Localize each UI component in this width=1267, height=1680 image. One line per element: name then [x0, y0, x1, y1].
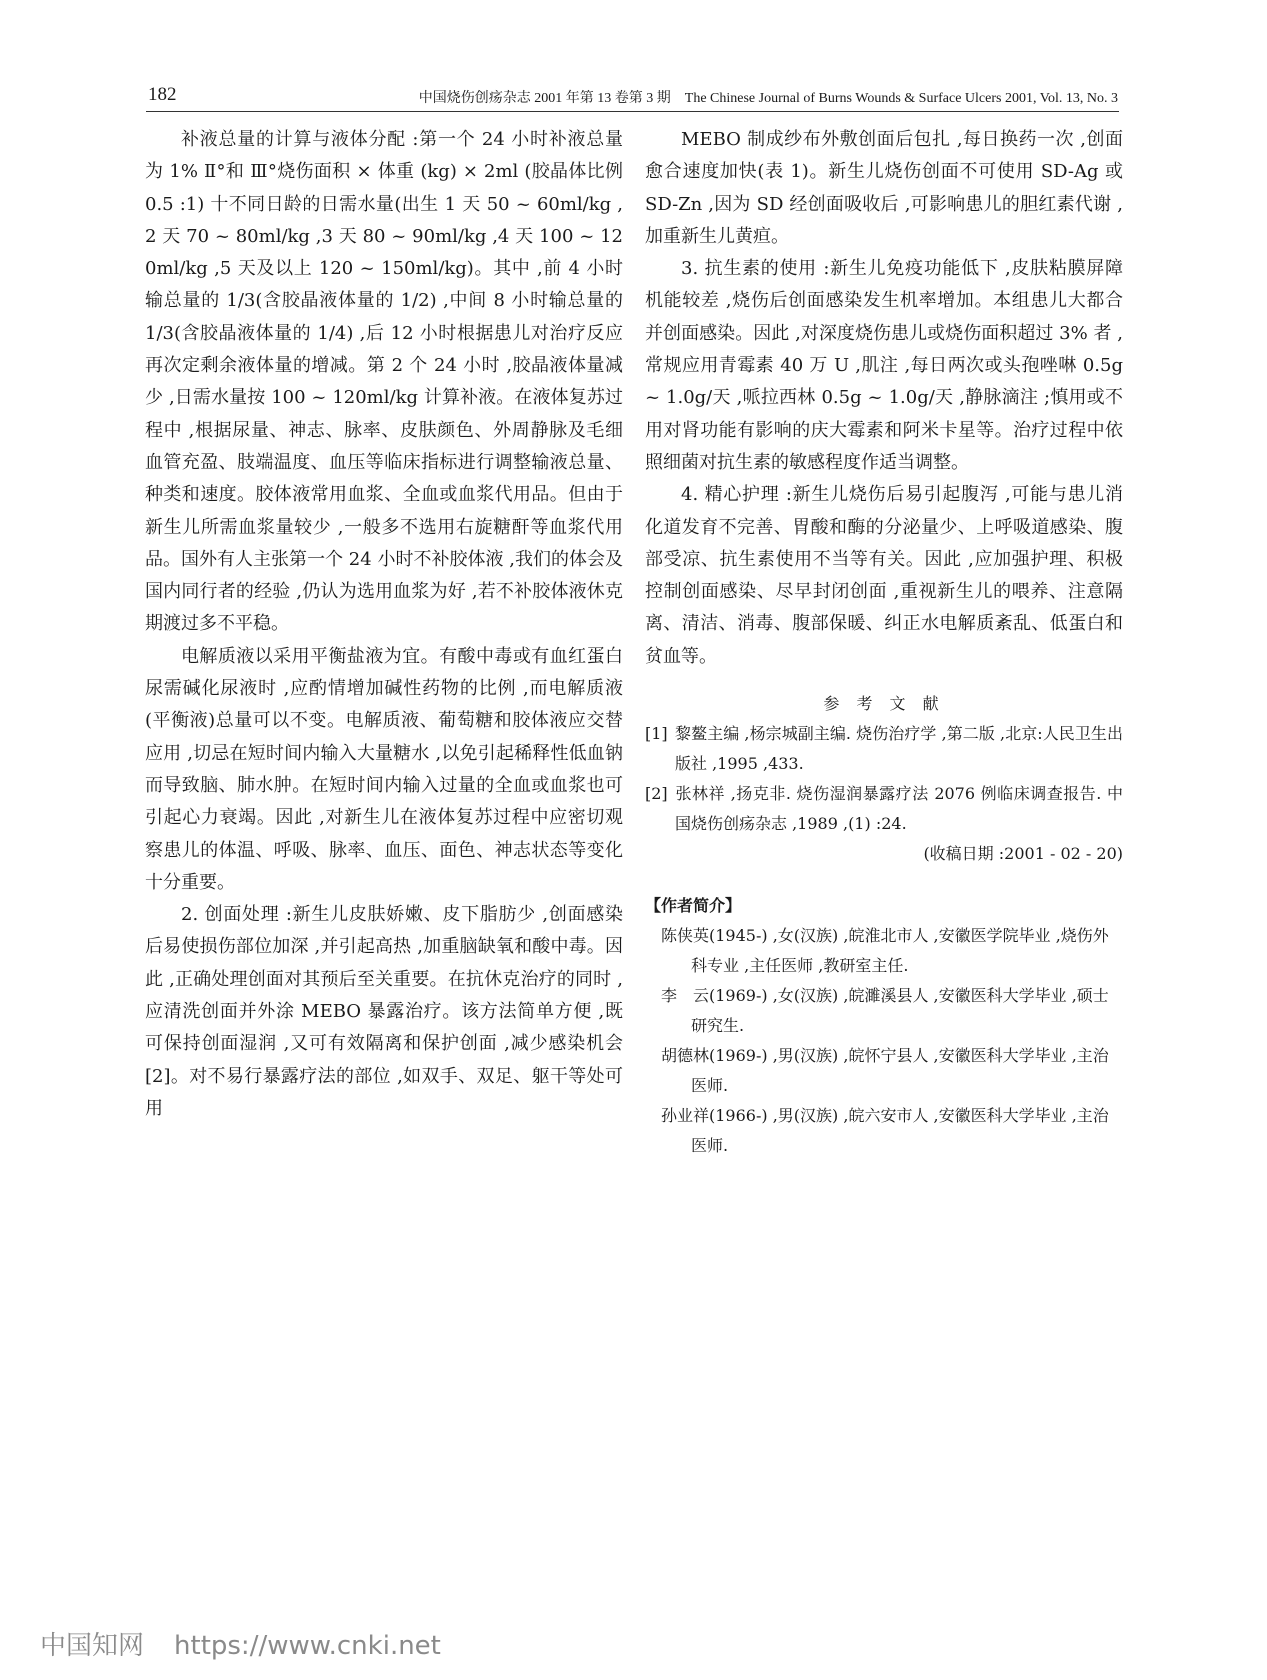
author-bio-heading: 【作者简介】	[645, 896, 742, 916]
paragraph-fluid-calculation: 补液总量的计算与液体分配 :第一个 24 小时补液总量为 1% Ⅱ°和 Ⅲ°烧伤面积 × 体重 (kg) × 2ml (胶晶体比例 0.5 :1) 十不同日龄的日需水量(出生 1 天 50 ~ 60ml/kg ,2 天 70 ~ 80ml/kg ,3 天 80 ~ 90ml/kg ,4 天 100 ~ 120ml/kg ,5 天及以上 120 ~ 150ml/kg)。其中 ,前 4 小时输总量的 1/3(含胶晶液体量的 1/2) ,中间 8 小时输总量的 1/3(含胶晶液体量的 1/4) ,后 12 小时根据患儿对治疗反应再次定剩余液体量的增减。第 2 个 24 小时 ,胶晶液体量减少 ,日需水量按 100 ~ 120ml/kg 计算补液。在液体复苏过程中 ,根据尿量、神志、脉率、皮肤颜色、外周静脉及毛细血管充盈、肢端温度、血压等临床指标进行调整输液总量、种类和速度。胶体液常用血浆、全血或血浆代用品。但由于新生儿所需血浆量较少 ,一般多不选用右旋糖酐等血浆代用品。国外有人主张第一个 24 小时不补胶体液 ,我们的体会及国内同行者的经验 ,仍认为选用血浆为好 ,若不补胶体液休克期渡过多不平稳。	[145, 129, 623, 635]
reference-text: 黎鳌主编 ,杨宗城副主编. 烧伤治疗学 ,第二版 ,北京:人民卫生出版社 ,1995 ,433.	[675, 724, 1123, 774]
received-date: (收稿日期 :2001 - 02 - 20)	[923, 844, 1123, 864]
journal-header-title: 中国烧伤创疡杂志 2001 年第 13 卷第 3 期 The Chinese Journal of Burns Wounds & Surface Ulcers 2001, Vol. 13, No. 3	[418, 91, 1118, 106]
running-header	[148, 84, 1118, 114]
references-heading: 参 考 文 献	[823, 694, 945, 714]
paragraph-nursing: 4. 精心护理 :新生儿烧伤后易引起腹泻 ,可能与患儿消化道发育不完善、胃酸和酶的分泌量少、上呼吸道感染、腹部受凉、抗生素使用不当等有关。因此 ,应加强护理、积极控制创面感染、尽早封闭创面 ,重视新生儿的喂养、注意隔离、清洁、消毒、腹部保暖、纠正水电解质紊乱、低蛋白和贫血等。	[645, 484, 1123, 667]
watermark-brand: 中国知网	[40, 1631, 145, 1661]
paragraph-wound-care: 2. 创面处理 :新生儿皮肤娇嫩、皮下脂肪少 ,创面感染后易使损伤部位加深 ,并引起高热 ,加重脑缺氧和酸中毒。因此 ,正确处理创面对其预后至关重要。在抗休克治疗的同时 ,应清洗创面并外涂 MEBO 暴露治疗。该方法简单方便 ,既可保持创面湿润 ,又可有效隔离和保护创面 ,减少感染机会[2]。对不易行暴露疗法的部位 ,如双手、双足、躯干等处可用	[145, 904, 623, 1119]
right-column	[645, 124, 1123, 1161]
paragraph-electrolyte: 电解质液以采用平衡盐液为宜。有酸中毒或有血红蛋白尿需碱化尿液时 ,应酌情增加碱性药物的比例 ,而电解质液(平衡液)总量可以不变。电解质液、葡萄糖和胶体液应交替应用 ,切忌在短时间内输入大量糖水 ,以免引起稀释性低血钠而导致脑、肺水肿。在短时间内输入过量的全血或血浆也可引起心力衰竭。因此 ,对新生儿在液体复苏过程中应密切观察患儿的体温、呼吸、脉率、血压、面色、神志状态等变化十分重要。	[145, 645, 623, 893]
reference-number: [2]	[645, 784, 668, 804]
watermark-url[interactable]: https://www.cnki.net	[174, 1631, 441, 1661]
footer-watermark	[40, 1625, 471, 1662]
reference-number: [1]	[645, 724, 668, 744]
author-bio-item: 孙业祥(1966-) ,男(汉族) ,皖六安市人 ,安徽医科大学毕业 ,主治医师.	[661, 1106, 1109, 1156]
reference-item	[645, 719, 1123, 779]
author-bio-item: 陈侠英(1945-) ,女(汉族) ,皖淮北市人 ,安徽医学院毕业 ,烧伤外科专业 ,主任医师 ,教研室主任.	[661, 926, 1109, 976]
paragraph-antibiotics: 3. 抗生素的使用 :新生儿免疫功能低下 ,皮肤粘膜屏障机能较差 ,烧伤后创面感染发生机率增加。本组患儿大都合并创面感染。因此 ,对深度烧伤患儿或烧伤面积超过 3% 者 ,常规应用青霉素 40 万 U ,肌注 ,每日两次或头孢唑啉 0.5g ~ 1.0g/天 ,哌拉西林 0.5g ~ 1.0g/天 ,静脉滴注 ;慎用或不用对肾功能有影响的庆大霉素和阿米卡星等。治疗过程中依照细菌对抗生素的敏感程度作适当调整。	[645, 258, 1123, 473]
header-rule	[146, 111, 1119, 112]
left-column	[145, 124, 623, 1125]
author-bio-item: 胡德林(1969-) ,男(汉族) ,皖怀宁县人 ,安徽医科大学毕业 ,主治医师.	[661, 1046, 1109, 1096]
page-number: 182	[148, 84, 177, 105]
author-bio-item: 李 云(1969-) ,女(汉族) ,皖濉溪县人 ,安徽医科大学毕业 ,硕士研究生.	[661, 986, 1109, 1036]
reference-text: 张林祥 ,扬克非. 烧伤湿润暴露疗法 2076 例临床调查报告. 中国烧伤创疡杂志 ,1989 ,(1) :24.	[675, 784, 1123, 834]
paragraph-mebo-dressing: MEBO 制成纱布外敷创面后包扎 ,每日换药一次 ,创面愈合速度加快(表 1)。新生儿烧伤创面不可使用 SD-Ag 或 SD-Zn ,因为 SD 经创面吸收后 ,可影响患儿的胆红素代谢 ,加重新生儿黄疸。	[645, 129, 1123, 247]
reference-item	[645, 779, 1123, 839]
